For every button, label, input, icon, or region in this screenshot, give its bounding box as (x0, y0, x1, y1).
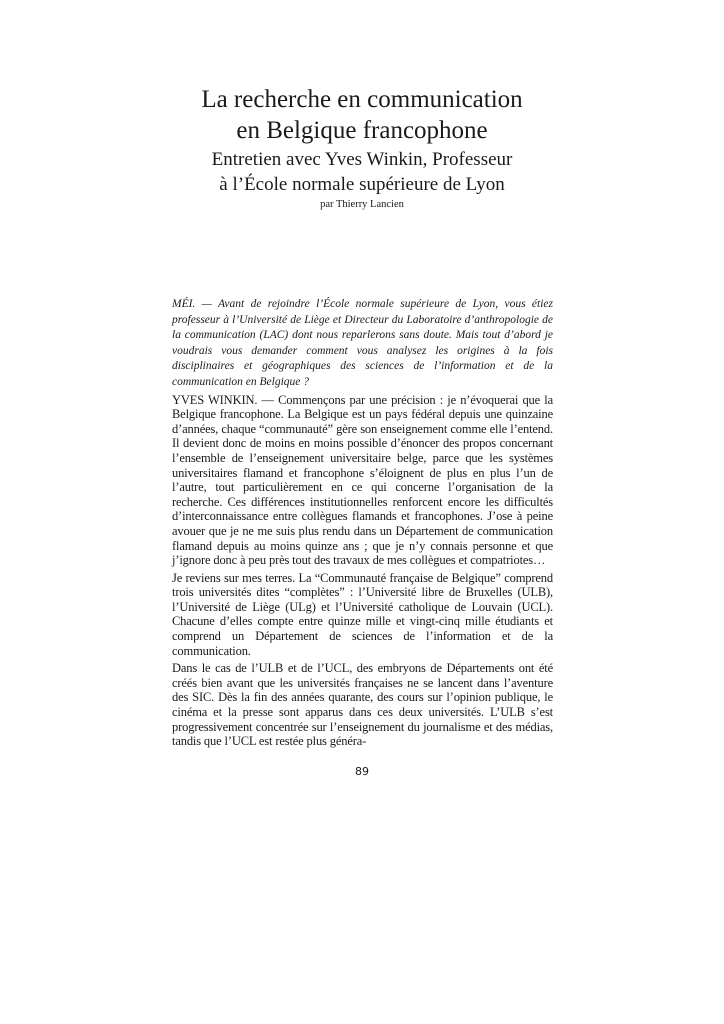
answer-paragraph-1: YVES WINKIN. — Commençons par une précision : je n’évoquerai que la Belgique francophone. La Belgique est un pays fédéral depuis une quinzaine d’années, chaque “communauté” gère son enseignement comme elle l’entend. Il devient donc de moins en moins possible d’énoncer des propos concernant l’ensemble de l’enseignement universitaire belge, parce que les systèmes universitaires flamand et francophone s’éloignent de plus en plus l’un de l’autre, tout particulièrement en ce qui concerne l’organisation de la recherche. Ces différences institutionnelles renforcent encore les difficultés d’interconnaissance entre collègues flamands et francophones. J’ose à peine avouer que je ne me suis plus rendu dans un Département de communication flamand depuis au moins quinze ans ; que je n’y connais personne et que j’ignore donc à peu près tout des travaux de mes collègues et compatriotes… (172, 392, 553, 568)
interview-question: MÉI. — Avant de rejoindre l’École normale supérieure de Lyon, vous étiez professeur à l’Université de Liège et Directeur du Laboratoire d’anthropologie de la communication (LAC) dont nous reparlerons sans doute. Mais tout d’abord je voudrais vous demander comment vous analysez les origines à la fois disciplinaires et géographiques des sciences de l’information et de la communication en Belgique ? (172, 298, 553, 388)
article-title-line-2: en Belgique francophone (236, 117, 488, 144)
article-subtitle-line-1: Entretien avec Yves Winkin, Professeur (211, 149, 513, 170)
answer-paragraph-2: Je reviens sur mes terres. La “Communauté française de Belgique” comprend trois universités dites “complètes” : l’Université libre de Bruxelles (ULB), l’Université de Liège (ULg) et l’Université catholique de Louvain (UCL). Chacune d’elles compte entre quinze mille et vingt-cinq mille étudiants et comprend un Département de sciences de l’information et de la communication. (172, 570, 553, 658)
answer-paragraph-3: Dans le cas de l’ULB et de l’UCL, des embryons de Départements ont été créés bien avant que les universités françaises ne se lancent dans l’aventure des SIC. Dès la fin des années quarante, des cours sur l’opinion publique, le cinéma et la presse sont apparus dans ces deux universités. L’ULB s’est progressivement concentrée sur l’enseignement du journalisme et des médias, tandis que l’UCL est restée plus généra- (172, 661, 553, 749)
article-title (0, 84, 724, 146)
article-subtitle (0, 147, 724, 197)
article-subtitle-line-2: à l’École normale supérieure de Lyon (219, 174, 505, 195)
article-title-line-1: La recherche en communication (201, 86, 523, 113)
article-byline: par Thierry Lancien (320, 199, 404, 210)
article-body (172, 297, 553, 752)
page-number: 89 (355, 765, 369, 778)
